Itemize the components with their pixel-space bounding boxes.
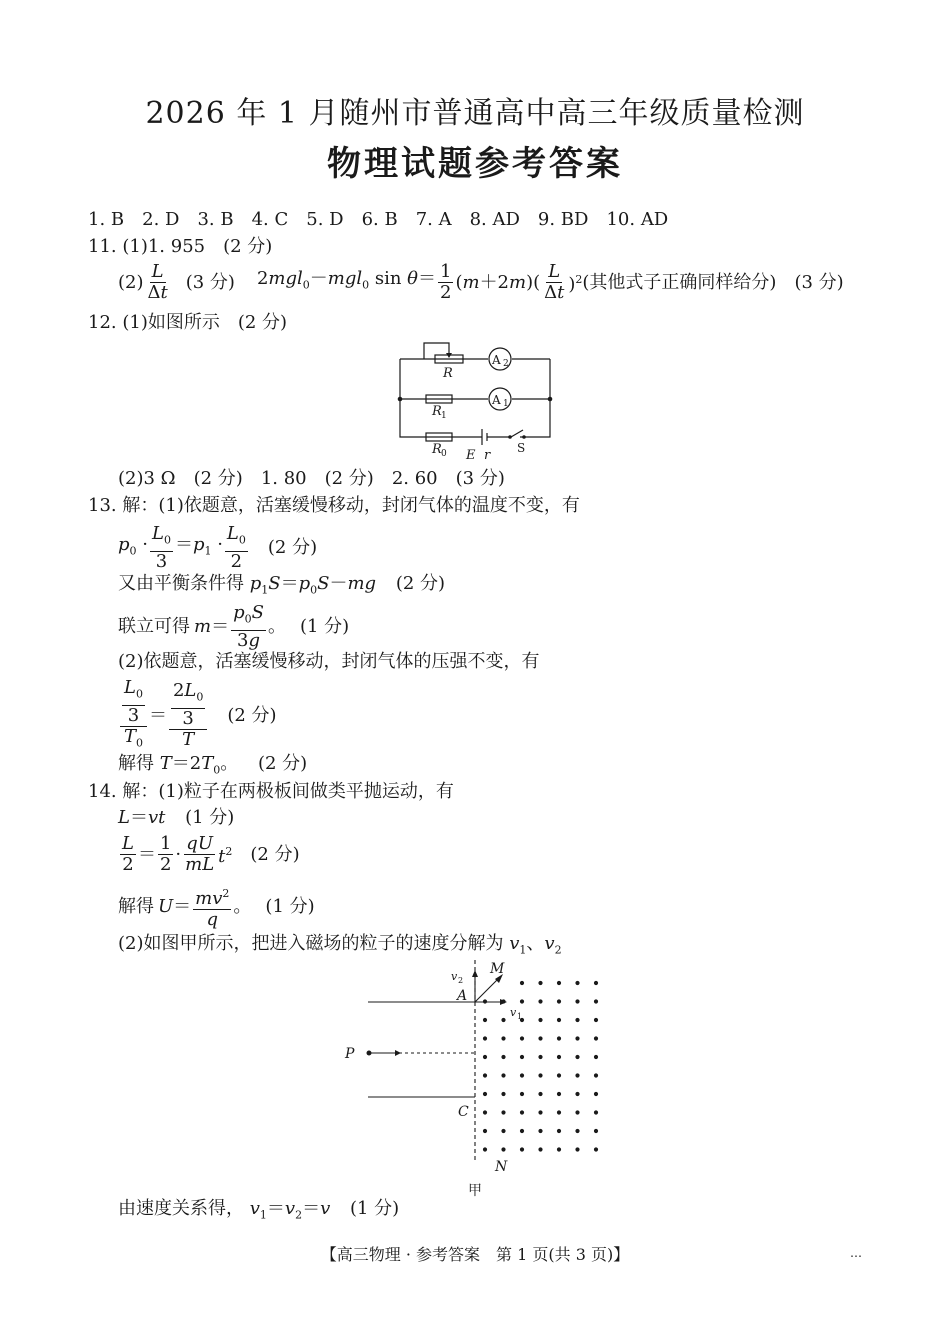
- field-dot: [557, 1018, 561, 1022]
- q13-result1: 联立可得 m＝ $\frac{p_0S}{3g}$ 。 (1 分): [118, 602, 350, 651]
- q14-score1: (1 分): [185, 807, 235, 828]
- circuit-diagram: [390, 335, 560, 465]
- field-dot: [501, 1073, 505, 1077]
- label-e: E: [466, 448, 476, 463]
- field-dot: [538, 1129, 542, 1133]
- field-dot: [538, 1147, 542, 1151]
- mc-answers: 1. B 2. D 3. B 4. C 5. D 6. B 7. A 8. AD 9. BD 10. AD: [88, 209, 669, 230]
- field-dot: [483, 1110, 487, 1114]
- point-p: [367, 1051, 372, 1056]
- field-dot: [575, 1147, 579, 1151]
- field-dot: [575, 1092, 579, 1096]
- q14-l4-prefix: 解得: [118, 896, 154, 917]
- label-r1-sub: 1: [441, 411, 447, 421]
- label-c: C: [458, 1104, 469, 1120]
- field-dot: [557, 981, 561, 985]
- q14-line5-text: (2)如图甲所示，把进入磁场的粒子的速度分解为: [118, 933, 504, 954]
- field-dot: [538, 1036, 542, 1040]
- field-dot: [575, 1036, 579, 1040]
- field-dot: [594, 981, 598, 985]
- field-dot: [594, 1018, 598, 1022]
- field-dot: [501, 999, 505, 1003]
- field-dot: [575, 1073, 579, 1077]
- exam-title: 2026 年 1 月随州市普通高中高三年级质量检测: [145, 96, 805, 131]
- figure-jia: [335, 955, 625, 1205]
- q14-score3: (1 分): [265, 896, 315, 917]
- q11-part2-prefix: (2): [118, 271, 144, 293]
- field-dot: [575, 1055, 579, 1059]
- field-dot: [575, 981, 579, 985]
- field-dot: [483, 999, 487, 1003]
- label-a2-sub: 2: [503, 359, 509, 369]
- field-dot: [557, 1036, 561, 1040]
- q11-score1: (3 分): [185, 271, 235, 293]
- q11-part2: (2) $\frac{L}{\Delta t}$ (3 分) 2mgl$_0$－mgl$_0$ sin θ＝ $\frac{1}{2}$ (m＋2m)( $\frac{L}{\Delta t}$ )$^2$ (其他式子正确同样给分) (3 分): [118, 261, 844, 303]
- field-dot: [538, 1073, 542, 1077]
- field-dot: [594, 1055, 598, 1059]
- q14-score4: (1 分): [349, 1198, 400, 1219]
- field-dot: [557, 1073, 561, 1077]
- q14-result1: 解得 U＝ $\frac{mv^2}{q}$ 。 (1 分): [118, 884, 315, 930]
- label-v1: v: [510, 1006, 517, 1019]
- q13-l3-prefix: 又由平衡条件得: [118, 573, 244, 594]
- field-dot: [520, 1110, 524, 1114]
- field-dot: [483, 1073, 487, 1077]
- label-s: S: [517, 441, 526, 455]
- label-v2: v: [451, 970, 458, 983]
- q13-score5: (2 分): [257, 753, 308, 774]
- document-title: 物理试题参考答案: [327, 144, 623, 184]
- q14-l6-prefix: 由速度关系得，: [118, 1198, 244, 1219]
- field-dot: [594, 1129, 598, 1133]
- field-dot: [501, 1036, 505, 1040]
- q13-score4: (2 分): [227, 704, 277, 726]
- field-dot: [557, 1110, 561, 1114]
- q13-equation2: 又由平衡条件得 $p_1S=p_0S-mg$ (2 分): [118, 573, 446, 597]
- field-dot: [557, 1092, 561, 1096]
- q12-part2: (2)3 Ω (2 分) 1. 80 (2 分) 2. 60 (3 分): [118, 468, 505, 489]
- label-a1-sub: 1: [503, 399, 509, 409]
- field-dot: [520, 1055, 524, 1059]
- q13-l7-prefix: 解得: [118, 753, 154, 774]
- field-dot: [483, 1055, 487, 1059]
- q13-score3: (1 分): [299, 615, 350, 637]
- label-a: A: [457, 988, 468, 1004]
- q11-note: (其他式子正确同样给分) (3 分): [582, 271, 844, 293]
- q13-equation1: $p_0$ · $\frac{L_0}{3}$ $=p_1$ · $\frac{L_0}{2}$ (2 分): [118, 523, 318, 572]
- q11-part1: 11. (1)1. 955 (2 分): [88, 236, 273, 257]
- q13-line1: 13. 解：(1)依题意，活塞缓慢移动，封闭气体的温度不变，有: [88, 495, 580, 516]
- field-dot: [575, 1110, 579, 1114]
- field-dot: [575, 1018, 579, 1022]
- field-dot: [520, 999, 524, 1003]
- field-dot: [575, 1129, 579, 1133]
- field-dot: [594, 999, 598, 1003]
- svg-text:1: 1: [517, 1012, 523, 1021]
- label-r-internal: r: [484, 448, 491, 463]
- field-dot: [483, 1036, 487, 1040]
- field-dot: [538, 1092, 542, 1096]
- q14-line5: (2)如图甲所示，把进入磁场的粒子的速度分解为 $v_1$、$v_2$: [118, 933, 562, 957]
- field-dot: [501, 1110, 505, 1114]
- field-dot: [538, 1055, 542, 1059]
- field-dot: [501, 1018, 505, 1022]
- field-dot: [594, 1036, 598, 1040]
- field-dot: [520, 1092, 524, 1096]
- page-footer: 【高三物理 · 参考答案 第 1 页(共 3 页)】: [320, 1245, 630, 1264]
- field-dot: [557, 1147, 561, 1151]
- field-dot: [557, 1055, 561, 1059]
- field-dot: [538, 999, 542, 1003]
- q13-result2: 解得 $T=2T_0$。 (2 分): [118, 753, 308, 777]
- field-dot: [575, 999, 579, 1003]
- svg-text:2: 2: [458, 976, 464, 985]
- q13-score2: (2 分): [395, 573, 446, 594]
- field-dot: [594, 1110, 598, 1114]
- label-r0: R: [432, 442, 442, 457]
- figure-caption: 甲: [468, 1183, 482, 1199]
- field-dot: [557, 999, 561, 1003]
- field-dot: [483, 1092, 487, 1096]
- q14-result2: 由速度关系得， $v_1=v_2=v$ (1 分): [118, 1198, 400, 1222]
- q14-equation2: $\frac{L}{2}$ ＝ $\frac{1}{2}$ · $\frac{qU}{mL}$ $t^2$ (2 分): [122, 833, 300, 875]
- field-dot: [520, 981, 524, 985]
- q14-score2: (2 分): [250, 843, 300, 865]
- field-dot: [538, 1110, 542, 1114]
- q14-equation1: L＝vt (1 分): [118, 807, 235, 828]
- label-r1: R: [432, 404, 442, 419]
- magnetic-field-dots: [483, 981, 598, 1152]
- q13-l4-prefix: 联立可得: [118, 615, 190, 637]
- field-dot: [594, 1073, 598, 1077]
- q12-part1: 12. (1)如图所示 (2 分): [88, 312, 288, 333]
- field-dot: [520, 1073, 524, 1077]
- field-dot: [483, 1129, 487, 1133]
- field-dot: [594, 1147, 598, 1151]
- field-dot: [594, 1092, 598, 1096]
- field-dot: [501, 1092, 505, 1096]
- label-a2: A: [492, 353, 501, 367]
- field-dot: [501, 1055, 505, 1059]
- field-dot: [483, 1018, 487, 1022]
- q13-score1: (2 分): [267, 536, 318, 558]
- q13-equation3: $\frac{\frac{L_0}{3}}{T_0}$ ＝ $\frac{\frac{2L_0}{3}}{T}$ (2 分): [118, 678, 277, 753]
- label-n: N: [495, 1159, 508, 1175]
- field-dot: [520, 1147, 524, 1151]
- field-dot: [520, 1129, 524, 1133]
- label-r0-sub: 0: [441, 449, 447, 459]
- field-dot: [501, 1147, 505, 1151]
- label-p: P: [345, 1046, 355, 1062]
- label-m: M: [490, 961, 505, 977]
- q13-line5: (2)依题意，活塞缓慢移动，封闭气体的压强不变，有: [118, 651, 540, 672]
- field-dot: [538, 981, 542, 985]
- label-a1: A: [492, 393, 501, 407]
- corner-mark: …: [850, 1246, 862, 1260]
- field-dot: [520, 1036, 524, 1040]
- field-dot: [538, 1018, 542, 1022]
- field-dot: [483, 1147, 487, 1151]
- field-dot: [557, 1129, 561, 1133]
- field-dot: [501, 1129, 505, 1133]
- label-r: R: [443, 366, 453, 381]
- q14-line1: 14. 解：(1)粒子在两极板间做类平抛运动，有: [88, 781, 454, 802]
